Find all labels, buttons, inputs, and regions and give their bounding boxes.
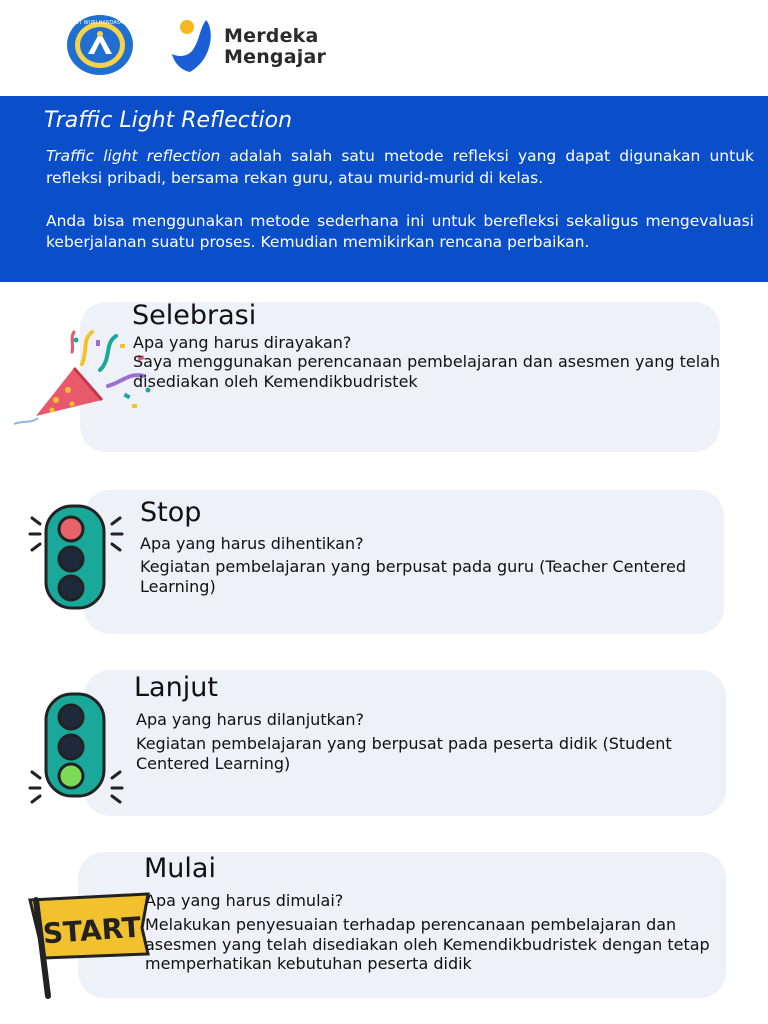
brand-line-1: Merdeka	[224, 25, 319, 47]
kemdikbud-logo	[66, 14, 134, 76]
card-lanjut-answer: Kegiatan pembelajaran yang berpusat pada peserta didik (Student Centered Learning)	[136, 734, 672, 773]
traffic-light-red-icon	[26, 504, 126, 612]
start-flag-icon	[26, 892, 150, 1000]
banner-paragraph-1-italic: Traffic light reflection	[46, 147, 221, 165]
card-mulai-answer: Melakukan penyesuaian terhadap perencanaan pembelajaran dan asesmen yang telah disediakan oleh Kemendikbudristek dengan tetap memperhatikan kebutuhan peserta didik	[145, 915, 710, 973]
merdeka-mengajar-logo-icon	[170, 18, 216, 74]
start-flag-text: START	[41, 910, 143, 951]
card-lanjut-question: Apa yang harus dilanjutkan?	[136, 710, 365, 729]
card-mulai-title: Mulai	[144, 853, 216, 884]
card-stop-title: Stop	[140, 497, 202, 528]
banner-paragraph-1-rest: adalah salah satu metode refleksi yang dapat digunakan untuk refleksi pribadi, bersama rekan guru, atau murid-murid di kelas.	[46, 147, 755, 187]
kemdikbud-logo-text: TUT WURI HANDAYANI	[72, 20, 128, 26]
card-selebrasi-question: Apa yang harus dirayakan?	[133, 333, 352, 352]
card-selebrasi-title: Selebrasi	[132, 300, 257, 331]
card-mulai-question: Apa yang harus dimulai?	[145, 891, 344, 910]
banner-text	[46, 146, 754, 275]
banner-paragraph-2: Anda bisa menggunakan metode sederhana ini untuk berefleksi sekaligus mengevaluasi keberjalanan suatu proses. Kemudian memikirkan rencana perbaikan.	[46, 211, 754, 251]
banner-title: Traffic Light Reflection	[44, 108, 293, 133]
header	[0, 0, 768, 96]
banner-paragraph-1	[46, 146, 754, 189]
card-selebrasi-answer: Saya menggunakan perencanaan pembelajaran dan asesmen yang telah disediakan oleh Kemendikbudristek	[133, 352, 721, 391]
intro-banner	[0, 96, 768, 282]
traffic-light-green-icon	[26, 692, 126, 804]
card-lanjut-title: Lanjut	[134, 672, 218, 703]
brand-line-2: Mengajar	[224, 46, 327, 68]
card-stop-question: Apa yang harus dihentikan?	[140, 534, 364, 553]
card-stop-answer: Kegiatan pembelajaran yang berpusat pada guru (Teacher Centered Learning)	[140, 557, 686, 596]
brand-wordmark	[224, 26, 326, 68]
